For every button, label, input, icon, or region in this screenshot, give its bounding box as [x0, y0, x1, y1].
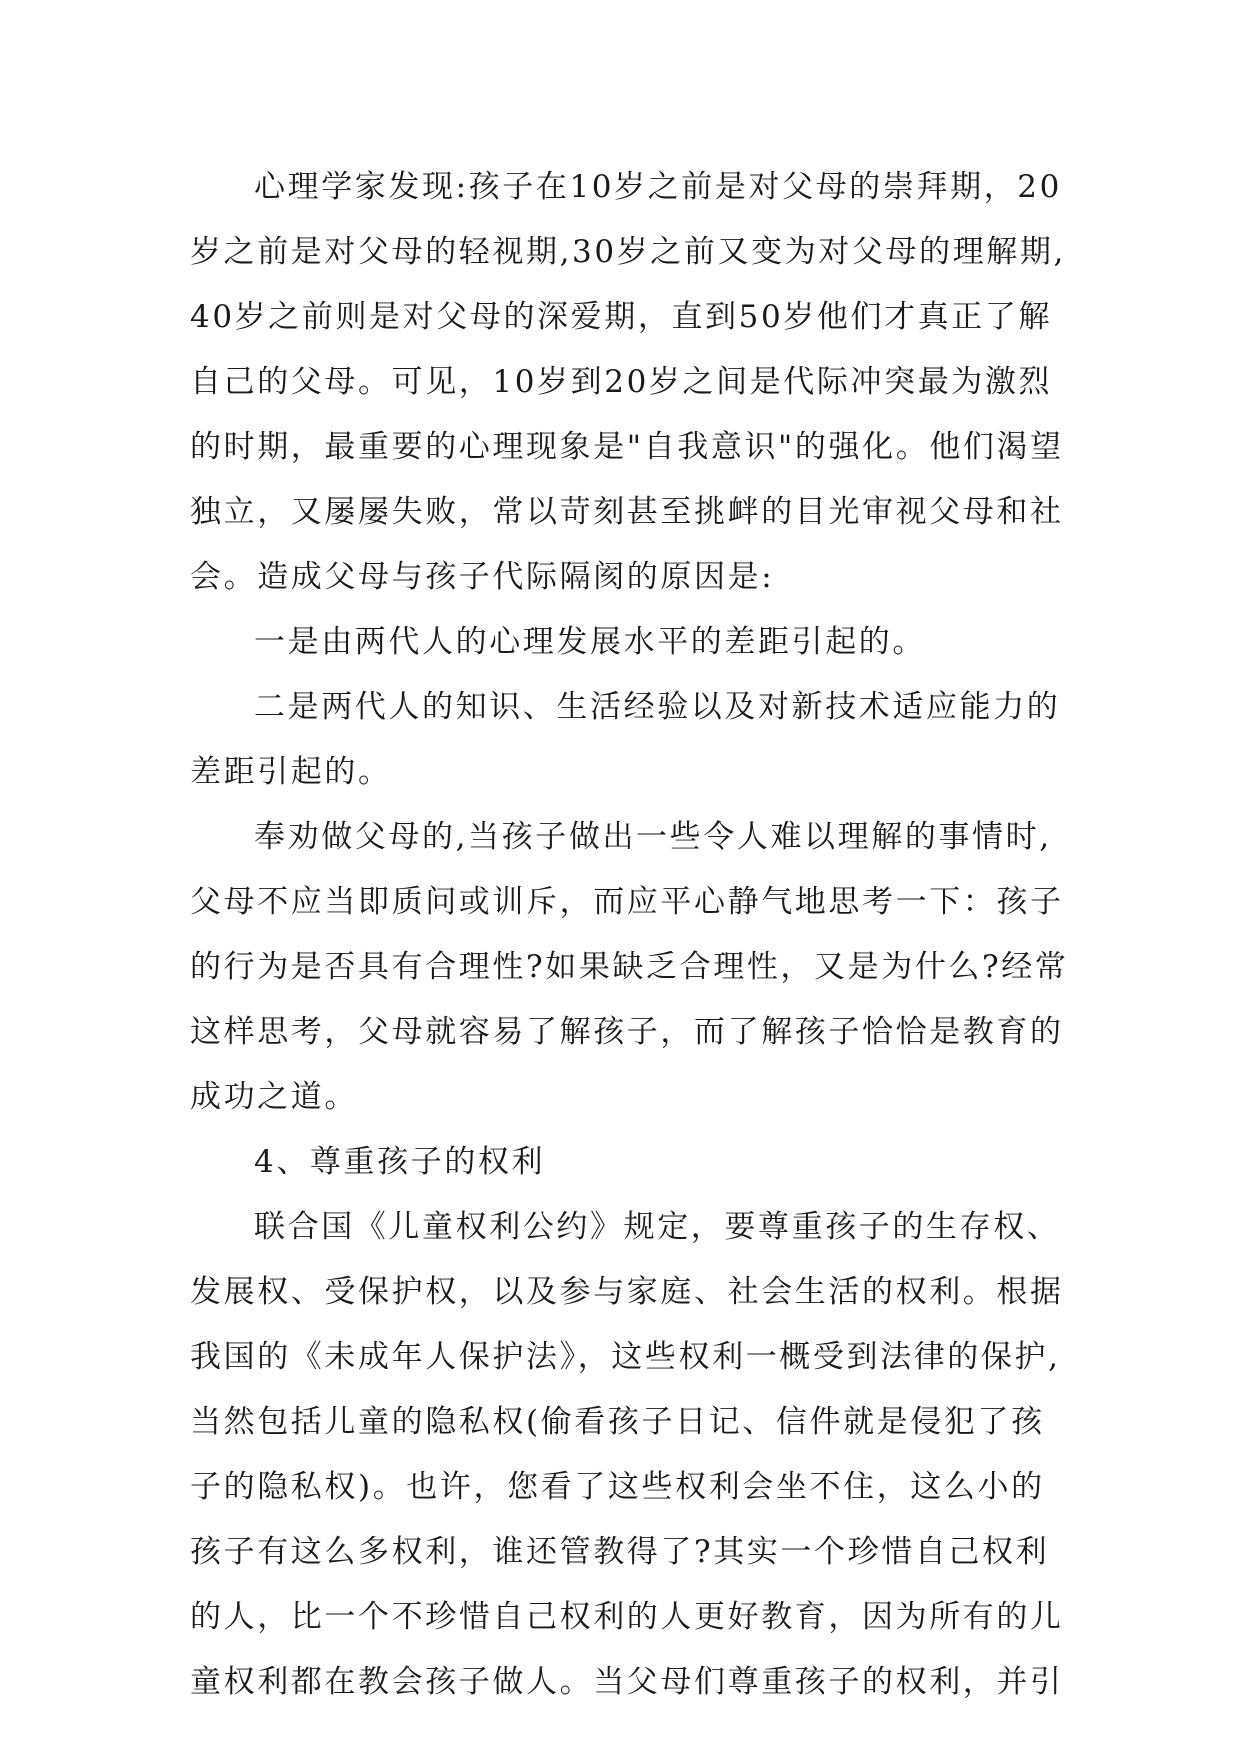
- text-line: 独立，又屡屡失败，常以苛刻甚至挑衅的目光审视父母和社: [190, 494, 1064, 530]
- text-line: 当然包括儿童的隐私权(偷看孩子日记、信件就是侵犯了孩: [190, 1404, 1045, 1440]
- text-line: 心理学家发现:孩子在10岁之前是对父母的崇拜期，20: [254, 169, 1062, 205]
- text-line: 我国的《未成年人保护法》，这些权利一概受到法律的保护,: [190, 1339, 1061, 1375]
- text-line: 会。造成父母与孩子代际隔阂的原因是:: [190, 559, 775, 595]
- document-body: [190, 155, 1070, 1715]
- text-line: 奉劝做父母的,当孩子做出一些令人难以理解的事情时,: [254, 819, 1052, 855]
- text-line: 这样思考，父母就容易了解孩子，而了解孩子恰恰是教育的: [190, 1014, 1064, 1050]
- text-line: 孩子有这么多权利，谁还管教得了?其实一个珍惜自己权利: [190, 1534, 1050, 1570]
- text-line: 子的隐私权)。也许，您看了这些权利会坐不住，这么小的: [190, 1469, 1045, 1505]
- text-line: 成功之道。: [190, 1079, 358, 1115]
- text-line: 40岁之前则是对父母的深爱期，直到50岁他们才真正了解: [190, 299, 1053, 335]
- text-line: 童权利都在教会孩子做人。当父母们尊重孩子的权利，并引: [190, 1664, 1064, 1700]
- text-line: 自己的父母。可见，10岁到20岁之间是代际冲突最为激烈: [190, 364, 1053, 400]
- text-line: 一是由两代人的心理发展水平的差距引起的。: [254, 624, 926, 660]
- text-line: 父母不应当即质问或训斥，而应平心静气地思考一下：孩子: [190, 884, 1064, 920]
- text-line: 的时期，最重要的心理现象是"自我意识"的强化。他们渴望: [190, 429, 1064, 465]
- text-line: 的行为是否具有合理性?如果缺乏合理性，又是为什么?经常: [190, 949, 1069, 985]
- section-heading: 4、尊重孩子的权利: [254, 1144, 546, 1180]
- text-line: 发展权、受保护权，以及参与家庭、社会生活的权利。根据: [190, 1274, 1064, 1310]
- text-line: 联合国《儿童权利公约》规定，要尊重孩子的生存权、: [254, 1209, 1061, 1245]
- text-line: 差距引起的。: [190, 754, 392, 790]
- text-line: 岁之前是对父母的轻视期,30岁之前又变为对父母的理解期,: [190, 234, 1066, 270]
- text-line: 的人，比一个不珍惜自己权利的人更好教育，因为所有的儿: [190, 1599, 1064, 1635]
- text-line: 二是两代人的知识、生活经验以及对新技术适应能力的: [254, 689, 1061, 725]
